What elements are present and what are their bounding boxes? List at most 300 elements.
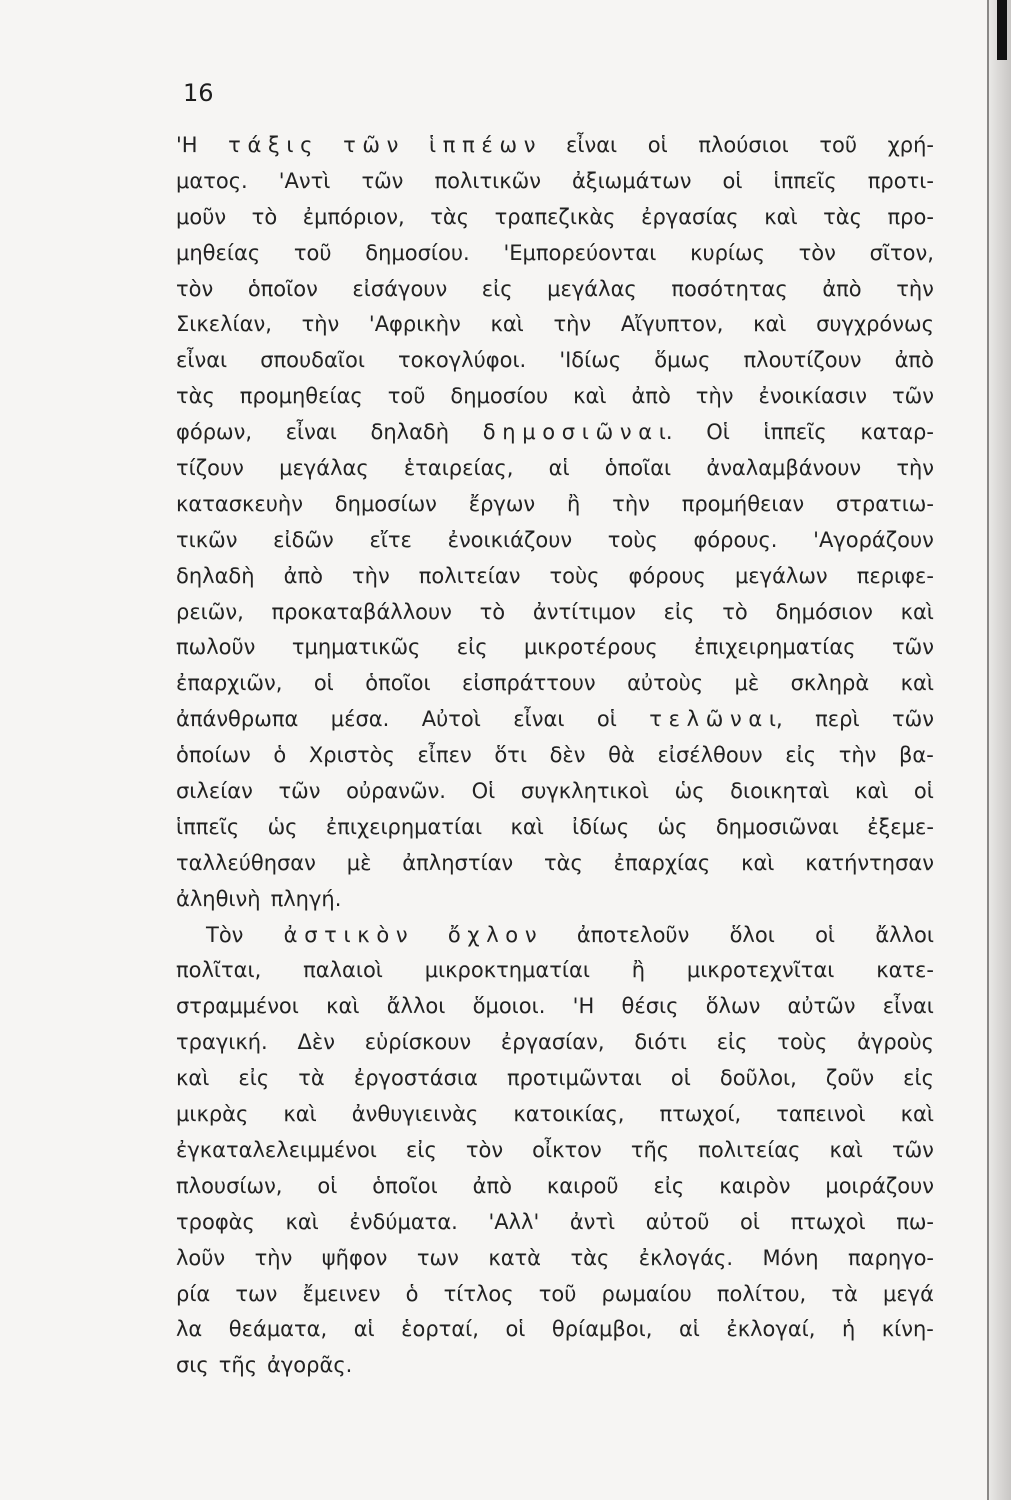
word: Αὐτοὶ (421, 707, 481, 732)
word: τὸν (798, 240, 836, 265)
word: ἀξιωμάτων (572, 168, 692, 193)
word: δημοσιῶναι (715, 814, 839, 839)
word: τροφὰς (176, 1209, 255, 1234)
word: τὴν (896, 456, 934, 481)
word: ὅλοι (729, 922, 775, 947)
word: ἀπληστίαν (402, 850, 514, 875)
word: οἱ (317, 1173, 338, 1198)
word: πλούσιοι (698, 133, 789, 157)
page-number: 16 (183, 79, 214, 107)
word: οἱ (505, 1317, 526, 1342)
word: οἱ (740, 1209, 760, 1234)
text-line (176, 1133, 934, 1169)
word: βα- (899, 743, 934, 768)
word: ἐνδύματα. (349, 1209, 458, 1234)
word: τὰς (430, 204, 470, 229)
word: ἱππεῖς (176, 814, 240, 839)
word: ἐπαρχιῶν, (176, 671, 283, 696)
word: τὰ (831, 1281, 858, 1306)
text-line (176, 1348, 934, 1384)
word: αὐτοὺς (627, 671, 704, 696)
word: σῖτον, (869, 240, 934, 265)
word: καὶ (326, 994, 360, 1019)
word: 'Αφρικὴν (368, 312, 461, 337)
word: φόρους (628, 563, 706, 588)
word: τραπεζικὰς (494, 204, 616, 229)
word: δοῦλοι, (719, 1066, 797, 1091)
word: μηθείας (176, 240, 261, 265)
word: αὐτοῦ (645, 1209, 710, 1234)
word: ὅμοιοι. (472, 994, 546, 1019)
word: τὴν (254, 1245, 293, 1270)
text-line (176, 738, 934, 774)
word: ἀ σ τ ι κ ὸ ν (283, 922, 408, 947)
word: μεγά (882, 1281, 934, 1306)
word: τὴν (553, 312, 592, 337)
word: εἶναι (513, 707, 565, 732)
word: προκαταβάλλουν (271, 599, 452, 624)
word: αἱ (678, 1317, 700, 1342)
word: πολῖται, (176, 958, 262, 983)
word: ὡς (657, 814, 688, 839)
word: ὡς (267, 814, 298, 839)
word: τὰ (298, 1066, 325, 1091)
word: ρειῶν, (176, 599, 244, 624)
word: δὲν (549, 743, 586, 768)
word: δημοσίου (450, 384, 549, 409)
word: εἰσπράττουν (462, 671, 596, 696)
word: μικρὰς (176, 1102, 249, 1127)
word: ἀπάνθρωπα (176, 707, 299, 732)
text-line (176, 666, 934, 702)
word: ἱππεῖς (763, 420, 827, 445)
word: θέσις (621, 994, 679, 1019)
word: οἱ (913, 779, 934, 804)
text-line (176, 1277, 934, 1313)
word: πλουτίζουν (743, 348, 862, 373)
word: τοκογλύφοι. (398, 348, 527, 373)
word: θεάματα, (228, 1317, 328, 1342)
word: τ ά ξ ι ς (228, 133, 313, 157)
word: κατήντησαν (805, 850, 934, 875)
word: πολίτου, (716, 1281, 807, 1306)
word: ἐκλογάς. (638, 1245, 734, 1270)
text-line (176, 918, 934, 954)
word: ἐκλογαί, (726, 1317, 816, 1342)
text-line (176, 595, 934, 631)
word: ἐγκαταλελειμμένοι (176, 1137, 377, 1162)
word: τὴν (838, 743, 877, 768)
word: σκληρὰ (790, 671, 870, 696)
text-line (176, 236, 934, 272)
word: Δὲν (297, 1030, 335, 1055)
word: ἐργοστάσια (353, 1066, 478, 1091)
word: θὰ (608, 743, 635, 768)
word: τικῶν (176, 527, 238, 552)
word: μοῦν (176, 204, 227, 229)
word: οἱ (313, 671, 334, 696)
word: φόρους. (693, 527, 778, 552)
word: καὶ (176, 1066, 210, 1091)
word: παρηγο- (848, 1245, 934, 1270)
word: ἰδίως (572, 814, 630, 839)
text-line (176, 810, 934, 846)
word: ἐργασίας (641, 204, 739, 229)
word: τοῦ (538, 1281, 577, 1306)
word: ἀντὶ (569, 1209, 616, 1234)
word: τὴν (301, 312, 340, 337)
word: δημοσίων (334, 491, 437, 516)
word: εἰς (903, 1066, 934, 1091)
word: ὁ (273, 743, 287, 768)
word: ταλλεύθησαν (176, 850, 316, 875)
word: τῶν (278, 779, 321, 804)
text-line (176, 1169, 934, 1205)
word: στρατιω- (835, 491, 934, 516)
word: προμηθείας (239, 384, 363, 409)
word: λα (176, 1317, 203, 1342)
word: 'Αντὶ (278, 168, 331, 193)
word: αἱ (548, 456, 570, 481)
word: τὸν (465, 1137, 504, 1162)
word: εἰσάγουν (352, 276, 448, 301)
word: καὶ (741, 850, 775, 875)
word: μὲ (346, 850, 372, 875)
word: οἱ (596, 707, 617, 732)
word: φόρων, (176, 420, 253, 445)
word: ἡ (841, 1317, 856, 1342)
word: τῶν (892, 707, 934, 732)
word: μέσα. (330, 707, 390, 732)
word: τοῦ (387, 384, 426, 409)
word: πολιτικῶν (434, 168, 541, 193)
word: καὶ (854, 779, 889, 804)
word: παλαιοὶ (303, 958, 383, 983)
word: καὶ (900, 599, 934, 624)
word: των (235, 1281, 278, 1306)
word: ζοῦν (825, 1066, 875, 1091)
word: τῆς (630, 1137, 670, 1162)
word: ἀπὸ (822, 276, 862, 301)
text-line (176, 451, 934, 487)
word: οἱ (722, 168, 743, 193)
word: εἰς (653, 1173, 685, 1198)
text-line (176, 164, 934, 200)
word: κατε- (876, 958, 934, 983)
word: τὸν (176, 276, 214, 301)
word: δ η μ ο σ ι ῶ ν α ι. (482, 420, 673, 445)
word: τῶν (891, 384, 934, 409)
text-line (176, 630, 934, 666)
text-line (176, 415, 934, 451)
word: εἰσέλθουν (657, 743, 763, 768)
word: τ ε λ ῶ ν α ι, (649, 707, 783, 732)
text-line (176, 774, 934, 810)
word: πτωχοὶ (790, 1209, 866, 1234)
word: ὄ χ λ ο ν (447, 922, 537, 947)
word: πληγή. (270, 886, 342, 911)
word: εἶπεν (417, 743, 472, 768)
word: αὐτῶν (787, 994, 856, 1019)
text-line (176, 379, 934, 415)
word: προτιμῶνται (506, 1066, 642, 1091)
word: τὰς (544, 850, 583, 875)
word: τὴν (896, 276, 934, 301)
word: ἀγορᾶς. (267, 1353, 353, 1378)
word: δημόσιον (775, 599, 873, 624)
text-line (176, 523, 934, 559)
word: ἐπιχειρηματίαι (325, 814, 483, 839)
text-line (176, 128, 934, 164)
text-line (176, 1205, 934, 1241)
word: προ- (887, 204, 934, 229)
word: καταρ- (860, 420, 934, 445)
word: τὸ (251, 204, 278, 229)
word: τῆς (218, 1353, 258, 1378)
word: αἱ (353, 1317, 375, 1342)
word: καὶ (510, 814, 544, 839)
word: στραμμένοι (176, 994, 299, 1019)
word: τῶν (891, 635, 934, 660)
word: καὶ (283, 1102, 317, 1127)
word: οἶκτον (532, 1137, 602, 1162)
word: ποσότητας (671, 276, 788, 301)
word: ψῆφον (321, 1245, 388, 1270)
word: ὁποῖοι (372, 1173, 438, 1198)
word: εἰς (663, 599, 695, 624)
word: ἑταιρείας, (403, 456, 514, 481)
text-line (176, 272, 934, 308)
word: ὅμως (654, 348, 711, 373)
word: ἀπὸ (283, 563, 323, 588)
word: ταπεινοὶ (776, 1102, 866, 1127)
word: καιροῦ (546, 1173, 619, 1198)
word: ὁ (405, 1281, 419, 1306)
word: ἐξεμε- (867, 814, 934, 839)
word: ἐνοικίασιν (758, 384, 867, 409)
word: Οἱ (471, 779, 496, 804)
word: Τὸν (206, 922, 244, 947)
word: ἀναλαμβάνουν (706, 456, 862, 481)
word: ὁποίων (176, 743, 251, 768)
word: ἐνοικιάζουν (447, 527, 573, 552)
word: τῶν (891, 1137, 934, 1162)
word: σις (176, 1353, 209, 1378)
word: σιλείαν (176, 779, 253, 804)
word: ἔμεινεν (302, 1281, 381, 1306)
word: τὰς (823, 204, 862, 229)
word: περὶ (815, 707, 860, 732)
word: Σικελίαν, (176, 312, 272, 337)
word: καὶ (829, 1137, 863, 1162)
word: συγχρόνως (816, 312, 934, 337)
word: ἄλλοι (386, 994, 446, 1019)
word: 'Η (176, 133, 198, 157)
word: οἱ (647, 133, 668, 157)
word: εἰδῶν (273, 527, 334, 552)
word: ἀποτελοῦν (576, 922, 690, 947)
word: ἀληθινὴ (176, 886, 261, 911)
text-line (176, 487, 934, 523)
word: προτι- (867, 168, 934, 193)
word: Οἱ (706, 420, 730, 445)
word: περιφε- (856, 563, 934, 588)
word: τοὺς (549, 563, 600, 588)
word: Αἴγυπτον, (620, 312, 724, 337)
word: 'Η (572, 994, 595, 1019)
word: ἱππεῖς (773, 168, 837, 193)
word: λοῦν (176, 1245, 226, 1270)
word: εἶναι (176, 348, 228, 373)
text-line (176, 559, 934, 595)
word: εἶναι (882, 994, 934, 1019)
word: τοὺς (777, 1030, 828, 1055)
word: τὴν (612, 491, 650, 516)
word: τὴν (352, 563, 390, 588)
word: τοῦ (293, 240, 332, 265)
word: ἐπιχειρηματίας (694, 635, 856, 660)
text-line (176, 953, 934, 989)
text-line (176, 1241, 934, 1277)
word: μὲ (734, 671, 760, 696)
word: καὶ (285, 1209, 319, 1234)
word: δηλαδὴ (176, 563, 255, 588)
word: κυρίως (690, 240, 765, 265)
word: ἑορταί, (401, 1317, 479, 1342)
word: ἔργων (468, 491, 536, 516)
word: καὶ (573, 384, 607, 409)
word: τμηματικῶς (291, 635, 421, 660)
word: ἀντίτιμον (532, 599, 636, 624)
word: οἱ (815, 922, 836, 947)
word: μικροκτηματίαι (424, 958, 590, 983)
word: ὅλων (705, 994, 761, 1019)
word: εἰς (405, 1137, 437, 1162)
word: καὶ (900, 671, 934, 696)
word: πτωχοί, (659, 1102, 742, 1127)
word: ρωμαίου (601, 1281, 692, 1306)
word: πω- (896, 1209, 934, 1234)
word: ἀπὸ (472, 1173, 512, 1198)
text-line (176, 1097, 934, 1133)
word: 'Εμπορεύονται (503, 240, 657, 265)
word: εὑρίσκουν (364, 1030, 472, 1055)
word: ἀπὸ (631, 384, 671, 409)
word: μικροτεχνῖται (686, 958, 835, 983)
word: τὸ (479, 599, 506, 624)
word: 'Ιδίως (559, 348, 622, 373)
text-line (176, 702, 934, 738)
word: ἢ (567, 491, 581, 516)
word: τίζουν (176, 456, 244, 481)
word: τὸ (722, 599, 748, 624)
word: ἢ (631, 958, 646, 983)
spine-mark (997, 0, 1007, 60)
word: τοὺς (607, 527, 658, 552)
word: 'Αγοράζουν (813, 527, 934, 552)
word: πλουσίων, (176, 1173, 283, 1198)
word: τ ῶ ν (343, 133, 399, 157)
word: καὶ (753, 312, 787, 337)
text-line (176, 1061, 934, 1097)
word: χρή- (887, 133, 934, 157)
word: καὶ (490, 312, 524, 337)
word: ὁποῖοι (365, 671, 431, 696)
word: δημοσίου. (365, 240, 470, 265)
word: ἐπαρχίας (613, 850, 711, 875)
word: πολιτείαν (418, 563, 521, 588)
word: εἴτε (369, 527, 412, 552)
word: τοῦ (819, 133, 858, 157)
word: ματος. (176, 168, 248, 193)
text-line (176, 200, 934, 236)
word: μεγάλας (547, 276, 637, 301)
word: εἶναι (566, 133, 618, 157)
word: μικροτέρους (524, 635, 658, 660)
word: εἰς (238, 1066, 270, 1091)
word: εἰς (456, 635, 488, 660)
word: κίνη- (881, 1317, 934, 1342)
word: ἀνθυγιεινὰς (351, 1102, 479, 1127)
word: οἱ (670, 1066, 691, 1091)
text-line (176, 882, 934, 918)
word: ὁποῖον (247, 276, 318, 301)
word: ἐργασίαν, (500, 1030, 605, 1055)
word: εἶναι (285, 420, 337, 445)
word: ἱ π π έ ω ν (429, 133, 536, 157)
book-spine (987, 0, 1011, 1500)
word: δηλαδὴ (370, 420, 450, 445)
word: ὡς (674, 779, 705, 804)
word: εἰς (716, 1030, 748, 1055)
word: εἰς (785, 743, 817, 768)
word: τῶν (361, 168, 404, 193)
word: Μόνη (762, 1245, 819, 1270)
word: ρία (176, 1281, 211, 1306)
word: ἀγροὺς (857, 1030, 934, 1055)
word: τὴν (695, 384, 734, 409)
text-line (176, 343, 934, 379)
text-line (176, 846, 934, 882)
word: πολιτείας (698, 1137, 801, 1162)
word: ἄλλοι (875, 922, 934, 947)
word: σπουδαῖοι (260, 348, 365, 373)
word: μοιράζουν (825, 1173, 934, 1198)
word: τραγική. (176, 1030, 268, 1055)
word: ἀπὸ (894, 348, 934, 373)
text-line (176, 1312, 934, 1348)
body-text (176, 128, 934, 1384)
word: Χριστὸς (308, 743, 395, 768)
word: οὐρανῶν. (346, 779, 446, 804)
word: ὅτι (494, 743, 527, 768)
text-line (176, 1025, 934, 1061)
word: εἰς (481, 276, 513, 301)
word: κατὰ (488, 1245, 542, 1270)
word: τίτλος (443, 1281, 514, 1306)
word: καὶ (764, 204, 798, 229)
word: καὶ (900, 1102, 934, 1127)
word: κατοικίας, (513, 1102, 625, 1127)
word: των (416, 1245, 459, 1270)
word: συγκλητικοὶ (520, 779, 649, 804)
word: διότι (634, 1030, 687, 1055)
word: 'Αλλ' (488, 1209, 540, 1234)
word: καιρὸν (719, 1173, 791, 1198)
word: τὰς (570, 1245, 610, 1270)
word: ὁποῖαι (604, 456, 672, 481)
word: μεγάλας (279, 456, 369, 481)
